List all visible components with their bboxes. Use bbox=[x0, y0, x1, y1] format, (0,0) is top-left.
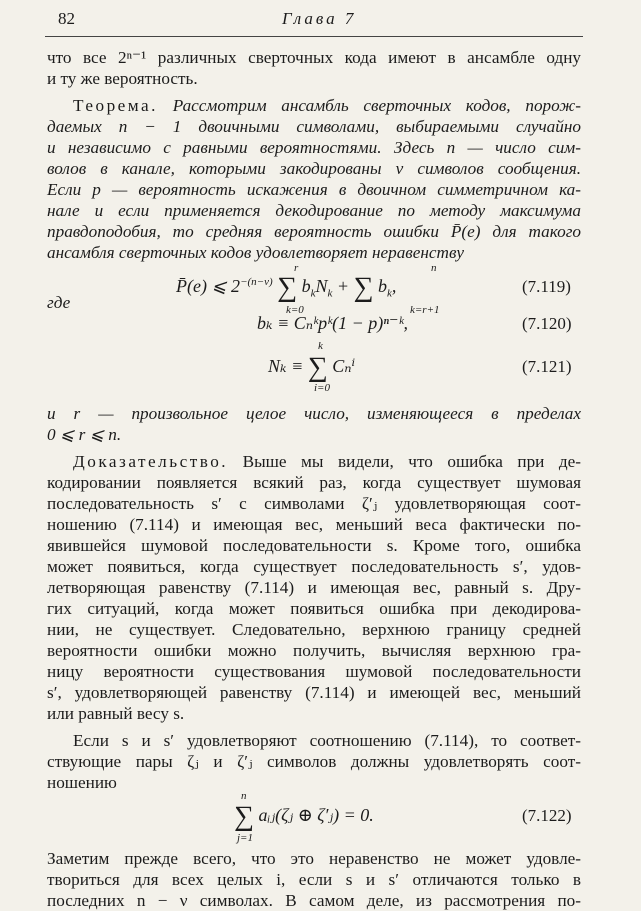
eq-119-n-index: k bbox=[327, 287, 333, 300]
equation-number: (7.121) bbox=[522, 357, 572, 376]
text-line: 0 ⩽ r ⩽ n. bbox=[47, 425, 122, 444]
sum-upper-limit: k bbox=[318, 340, 323, 352]
sum-upper-limit: n bbox=[241, 790, 247, 802]
text-line: и ту же вероятность. bbox=[47, 69, 198, 88]
equation-7-120: bₖ ≡ Cₙᵏpᵏ(1 − p)ⁿ⁻ᵏ, bbox=[257, 313, 409, 333]
equation-7-122 bbox=[234, 801, 374, 832]
text-line: что все 2ⁿ⁻¹ различных сверточных кода имеют в ансамбле одну bbox=[47, 48, 581, 67]
sum-lower-limit: i=0 bbox=[314, 382, 330, 394]
theorem-line: правдоподобия, то средняя вероятность ошибки P̄(e) для такого bbox=[47, 222, 581, 241]
sum-symbol: ∑ bbox=[277, 272, 298, 303]
proof-line: явившейся шумовой последовательности s. Кроме того, ошибка bbox=[47, 536, 581, 555]
eq-122-term: aᵢⱼ(ζⱼ ⊕ ζ′ⱼ) = 0. bbox=[258, 805, 374, 825]
proof-line: последовательность s′ с символами ζ′ⱼ удовлетворяющая соот- bbox=[47, 494, 581, 513]
eq-121-term: Cₙⁱ bbox=[332, 356, 356, 376]
sum1-upper-limit: r bbox=[294, 262, 299, 274]
proof-text: Выше мы видели, что ошибка при де- bbox=[242, 452, 581, 471]
text-line: Заметим прежде всего, что это неравенство не может удовле- bbox=[47, 849, 581, 868]
theorem-line: и независимо с равными вероятностями. Здесь n — число сим- bbox=[47, 138, 581, 157]
proof-label: Доказательство. bbox=[73, 452, 229, 471]
eq-119-comma: , bbox=[391, 276, 397, 296]
sum-symbol: ∑ bbox=[353, 272, 374, 303]
chapter-title: Глава 7 bbox=[282, 9, 357, 28]
sum1-lower-limit: k=0 bbox=[286, 304, 304, 316]
theorem-line: Если p — вероятность искажения в двоичном симметричном ка- bbox=[47, 180, 581, 199]
proof-line: летворяющая равенству (7.114) и имеющая вес, равный s. Дру- bbox=[47, 578, 581, 597]
theorem-first-line bbox=[47, 96, 581, 116]
proof-line: нии, не существует. Следовательно, верхнюю границу средней bbox=[47, 620, 581, 639]
eq-119-plus: + bbox=[332, 276, 354, 296]
text-line: ствующие пары ζⱼ и ζ′ⱼ символов должны удовлетворять соот- bbox=[47, 752, 581, 771]
theorem-line: нале и если применяется декодирование по методу максимума bbox=[47, 201, 581, 220]
proof-line: вероятности ошибки можно получить, вычисляя верхнюю гра- bbox=[47, 641, 581, 660]
sum2-upper-limit: n bbox=[431, 262, 437, 274]
text-line: и r — произвольное целое число, изменяющееся в пределах bbox=[47, 404, 581, 423]
proof-line: ношению (7.114) и имеющая вес, меньший веса фактически по- bbox=[47, 515, 581, 534]
proof-line: ницу вероятности существования шумовой последовательности bbox=[47, 662, 581, 681]
where-label: где bbox=[47, 293, 71, 312]
proof-line: или равный весу s. bbox=[47, 704, 185, 723]
eq-119-n: N bbox=[315, 276, 328, 296]
sum2-lower-limit: k=r+1 bbox=[410, 304, 440, 316]
theorem-text: Рассмотрим ансамбль сверточных кодов, порож- bbox=[172, 96, 582, 115]
text-line: ношению bbox=[47, 773, 117, 792]
eq-119-b2-index: k bbox=[387, 287, 392, 300]
eq-121-lhs: Nₖ ≡ bbox=[268, 356, 308, 376]
equation-7-121 bbox=[268, 352, 356, 383]
proof-line: s′, удовлетворяющей равенству (7.114) и имеющей вес, меньший bbox=[47, 683, 581, 702]
text-line: последних n − ν символах. В самом деле, из рассмотрения по- bbox=[47, 891, 581, 910]
proof-line: может появиться, когда существует последовательность s′, удов- bbox=[47, 557, 581, 576]
sum-symbol: ∑ bbox=[234, 801, 254, 832]
proof-line: гих ситуаций, когда может появиться ошибка при декодирова- bbox=[47, 599, 581, 618]
sum-lower-limit: j=1 bbox=[237, 832, 253, 844]
equation-number: (7.122) bbox=[522, 806, 572, 825]
theorem-line: волов в канале, которыми закодированы ν символов сообщения. bbox=[47, 159, 581, 178]
eq-119-lhs: P̄(e) ⩽ 2 bbox=[176, 276, 241, 296]
proof-line: кодировании появляется всякий раз, когда существует шумовая bbox=[47, 473, 581, 492]
theorem-line: даемых n − 1 двоичными символами, выбираемыми случайно bbox=[47, 117, 581, 136]
eq-119-exponent: −(n−ν) bbox=[240, 276, 273, 288]
eq-119-b-index: k bbox=[310, 287, 316, 300]
header-rule bbox=[45, 36, 583, 37]
proof-first-line bbox=[47, 452, 581, 472]
theorem-line: ансамбля сверточных кодов удовлетворяет неравенству bbox=[47, 243, 465, 262]
equation-number: (7.120) bbox=[522, 314, 572, 333]
eq-119-b2: b bbox=[378, 276, 388, 296]
theorem-label: Теорема. bbox=[73, 96, 158, 115]
eq-119-b: b bbox=[301, 276, 311, 296]
equation-number: (7.119) bbox=[522, 277, 571, 296]
text-line: твориться для всех целых i, если s и s′ отличаются только в bbox=[47, 870, 581, 889]
text-line: Если s и s′ удовлетворяют соотношению (7.114), то соответ- bbox=[73, 731, 581, 750]
page-number: 82 bbox=[58, 9, 75, 28]
sum-symbol: ∑ bbox=[307, 352, 328, 383]
